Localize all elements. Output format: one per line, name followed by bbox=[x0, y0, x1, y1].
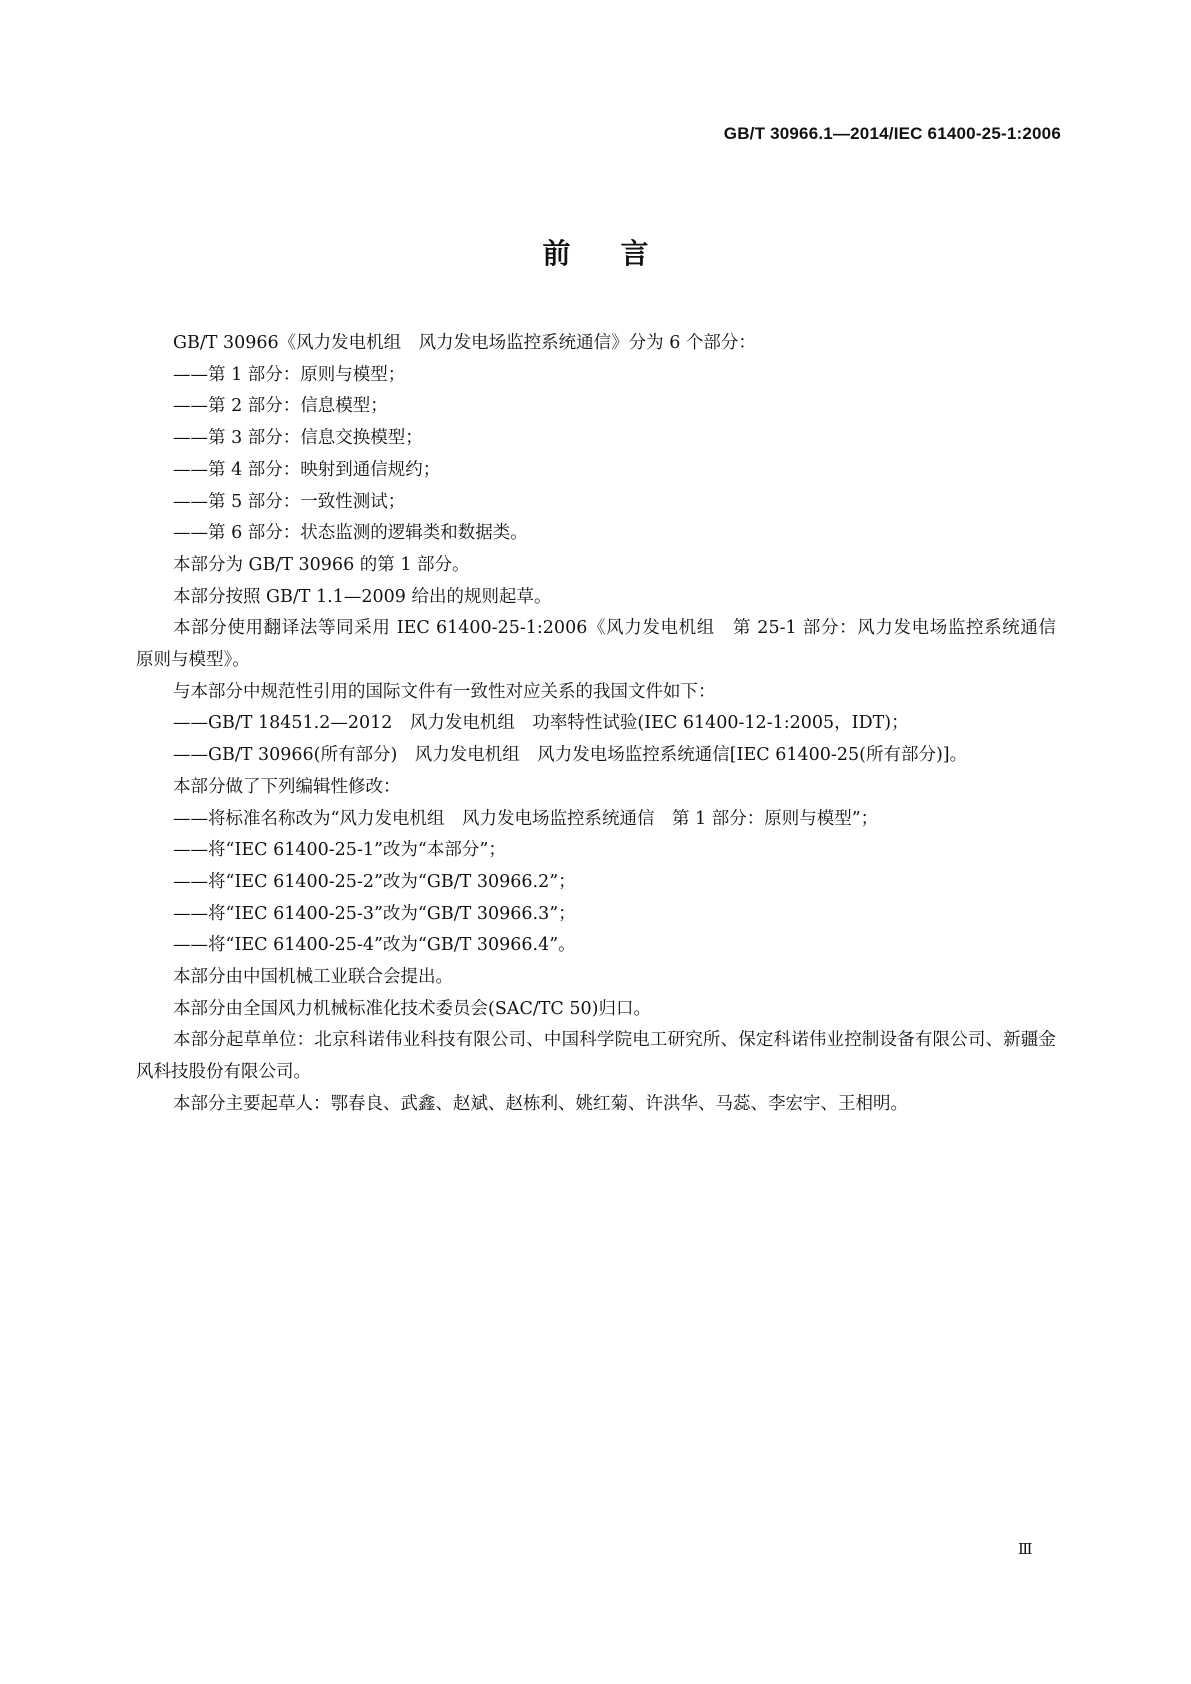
list-dash: —— bbox=[173, 745, 208, 766]
list-dash: —— bbox=[173, 935, 208, 956]
standard-number-header: GB/T 30966.1—2014/IEC 61400-25-1:2006 bbox=[723, 124, 1061, 143]
list-dash: —— bbox=[173, 459, 208, 480]
edit-list-item bbox=[136, 804, 1056, 836]
edit-list-item-text: 将标准名称改为“风力发电机组 风力发电场监控系统通信 第 1 部分：原则与模型”； bbox=[208, 808, 879, 829]
part-list-item-text: 第 6 部分：状态监测的逻辑类和数据类。 bbox=[208, 523, 528, 544]
part-list-item bbox=[136, 487, 1056, 519]
edit-list-item bbox=[136, 930, 1056, 962]
reference-list-item-text: GB/T 18451.2—2012 风力发电机组 功率特性试验(IEC 61400-12-1:2005，IDT)； bbox=[208, 713, 909, 734]
part-list-item bbox=[136, 423, 1056, 455]
part-list-item-text: 第 1 部分：原则与模型； bbox=[208, 364, 406, 385]
references-intro-paragraph: 与本部分中规范性引用的国际文件有一致性对应关系的我国文件如下： bbox=[173, 681, 716, 702]
page-number: Ⅲ bbox=[1018, 1542, 1033, 1558]
list-dash: —— bbox=[173, 523, 208, 544]
edit-list-item-text: 将“IEC 61400-25-3”改为“GB/T 30966.3”； bbox=[208, 903, 576, 924]
part-list-item-text: 第 5 部分：一致性测试； bbox=[208, 491, 406, 512]
edit-list-item bbox=[136, 899, 1056, 931]
part-list-item-text: 第 2 部分：信息模型； bbox=[208, 396, 388, 417]
reference-list-item bbox=[136, 708, 1056, 740]
drafting-rules-paragraph: 本部分按照 GB/T 1.1—2009 给出的规则起草。 bbox=[173, 586, 552, 607]
edit-list-item-text: 将“IEC 61400-25-1”改为“本部分”； bbox=[208, 840, 506, 861]
list-dash: —— bbox=[173, 491, 208, 512]
edits-intro-paragraph: 本部分做了下列编辑性修改： bbox=[173, 776, 401, 797]
list-dash: —— bbox=[173, 713, 208, 734]
list-dash: —— bbox=[173, 808, 208, 829]
edit-list-item bbox=[136, 835, 1056, 867]
list-dash: —— bbox=[173, 396, 208, 417]
edit-list-item-text: 将“IEC 61400-25-2”改为“GB/T 30966.2”； bbox=[208, 871, 576, 892]
reference-list-item-text: GB/T 30966(所有部分) 风力发电机组 风力发电场监控系统通信[IEC 61400-25(所有部分)]。 bbox=[208, 745, 968, 766]
edit-list-item-text: 将“IEC 61400-25-4”改为“GB/T 30966.4”。 bbox=[208, 935, 576, 956]
list-dash: —— bbox=[173, 871, 208, 892]
list-dash: —— bbox=[173, 903, 208, 924]
this-part-paragraph: 本部分为 GB/T 30966 的第 1 部分。 bbox=[173, 554, 470, 575]
administered-by-paragraph: 本部分由全国风力机械标准化技术委员会(SAC/TC 50)归口。 bbox=[173, 998, 651, 1019]
part-list-item bbox=[136, 455, 1056, 487]
page-title: 前言 bbox=[542, 237, 699, 270]
list-dash: —— bbox=[173, 364, 208, 385]
list-dash: —— bbox=[173, 840, 208, 861]
foreword-body bbox=[136, 328, 1074, 1121]
part-list-item bbox=[136, 391, 1056, 423]
reference-list-item bbox=[136, 740, 1056, 772]
intro-paragraph: GB/T 30966《风力发电机组 风力发电场监控系统通信》分为 6 个部分： bbox=[173, 333, 756, 353]
drafting-units-paragraph: 本部分起草单位：北京科诺伟业科技有限公司、中国科学院电工研究所、保定科诺伟业控制设备有限公司、新疆金风科技股份有限公司。 bbox=[136, 1030, 1056, 1083]
adoption-paragraph: 本部分使用翻译法等同采用 IEC 61400-25-1:2006《风力发电机组 第 25-1 部分：风力发电场监控系统通信 原则与模型》。 bbox=[136, 618, 1074, 671]
edit-list-item bbox=[136, 867, 1056, 899]
proposed-by-paragraph: 本部分由中国机械工业联合会提出。 bbox=[173, 967, 453, 988]
part-list-item bbox=[136, 518, 1056, 550]
part-list-item bbox=[136, 360, 1056, 392]
list-dash: —— bbox=[173, 428, 208, 449]
part-list-item-text: 第 4 部分：映射到通信规约； bbox=[208, 459, 441, 480]
drafters-paragraph: 本部分主要起草人：鄂春良、武鑫、赵斌、赵栋利、姚红菊、许洪华、马蕊、李宏宇、王相明。 bbox=[173, 1093, 908, 1114]
part-list-item-text: 第 3 部分：信息交换模型； bbox=[208, 428, 423, 449]
